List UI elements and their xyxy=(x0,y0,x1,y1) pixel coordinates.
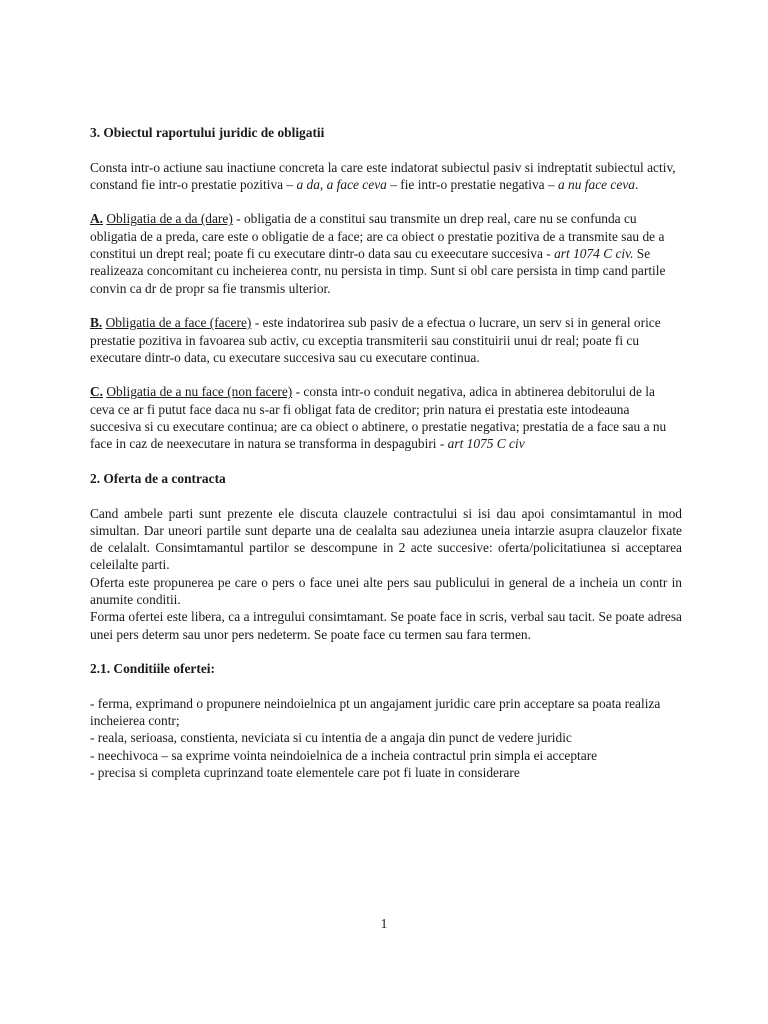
section-2-paragraph-3: Forma ofertei este libera, ca a intregului consimtamant. Se poate face in scris, verbal sau tacit. Se poate adresa unei pers determ sau unor pers nedeterm. Se poate face cu termen sau fara termen. xyxy=(90,609,682,642)
page-number: 1 xyxy=(380,916,388,931)
paragraph-c xyxy=(90,383,682,452)
intro-text-1: Consta intr-o actiune sau inactiune concreta la care este indatorat subiectul pasiv si indreptatit subiectul activ, constand fie intr-o prestatie pozitiva – xyxy=(90,159,676,192)
section-2-title: 2. Oferta de a contracta xyxy=(90,470,226,486)
letter-a: A. xyxy=(90,211,104,227)
page-content xyxy=(90,124,682,781)
letter-b: B. xyxy=(90,315,103,331)
paragraph-b xyxy=(90,314,682,366)
text-a-2: Se realizeaza concomitant cu incheierea contr, nu persista in timp. Sunt si obl care persista in timp cand partile convin ca dr de propr sa fie transmis ulterior. xyxy=(90,246,666,296)
intro-italic-2: a nu face ceva xyxy=(558,176,635,192)
text-a-1: - obligatia de a constitui sau transmite un drep real, care nu se confunda cu obligatia de a preda, care este o obligatie de a face; are ca obiect o prestatie pozitiva de a transmite sau de a constitui un drept real; poate fi cu executare dintr-o data sau cu exeecutare succesiva - xyxy=(90,211,665,262)
condition-item-4: - precisa si completa cuprinzand toate elementele care pot fi luate in considerare xyxy=(90,764,520,780)
condition-item-2: - reala, serioasa, constienta, neviciata si cu intentia de a angaja din punct de vedere juridic xyxy=(90,730,572,746)
section-2-paragraph-1: Cand ambele parti sunt prezente ele discuta clauzele contractului si isi dau apoi consimtamantul in mod simultan. Dar uneori partile sunt departe una de cealalta sau adeziunea uneia intarzie asupra clauzelor fixate de celalalt. Consimtamantul partilor se descompune in 2 acte succesive: oferta/policitatiunea si acceptarea celeilalte parti. xyxy=(90,505,682,573)
section-2-1-title: 2.1. Conditiile ofertei: xyxy=(90,661,215,677)
section-3-intro xyxy=(90,159,682,194)
intro-text-2: – fie intr-o prestatie negativa – xyxy=(386,176,558,192)
condition-item-3: - neechivoca – sa exprime vointa neindoielnica de a incheia contractul prin simpla ei acceptare xyxy=(90,747,598,763)
label-c: Obligatia de a nu face (non facere) xyxy=(106,384,293,400)
section-2-paragraph-2: Oferta este propunerea pe care o pers o face unei alte pers sau publicului in general de a incheia un contr in anumite conditii. xyxy=(90,574,682,608)
section-3-title: 3. Obiectul raportului juridic de obligatii xyxy=(90,125,325,140)
ref-c: art 1075 C civ xyxy=(447,436,525,452)
intro-italic-1: a da, a face ceva xyxy=(296,176,387,192)
label-a: Obligatia de a da (dare) xyxy=(106,211,233,227)
condition-item-1: - ferma, exprimand o propunere neindoielnica pt un angajament juridic care prin acceptare sa poata realiza incheierea contr; xyxy=(90,695,661,729)
text-c-1: - consta intr-o conduit negativa, adica in abtinerea debitorului de la ceva ce ar fi putut face daca nu s-ar fi obligat fata de creditor; prin natura ei prestatia este intodeauna succesiva si cu executare continua; are ca obiect o abtinere, o prestatie negativa; prestatia de a face sau a nu face in caz de neexecutare in natura se transforma in despagubiri - xyxy=(90,384,667,452)
intro-text-3: . xyxy=(634,176,639,192)
text-b-1: - este indatorirea sub pasiv de a efectua o lucrare, un serv si in general orice prestatie pozitiva in favoarea sub activ, cu exceptia transmiterii sau constituirii unui dr real; poate fi cu executare dintr-o data, cu executare succesiva sau cu executare continua. xyxy=(90,315,661,365)
ref-a: art 1074 C civ. xyxy=(554,246,634,262)
paragraph-a xyxy=(90,210,682,296)
label-b: Obligatia de a face (facere) xyxy=(105,315,252,331)
letter-c: C. xyxy=(90,384,104,400)
